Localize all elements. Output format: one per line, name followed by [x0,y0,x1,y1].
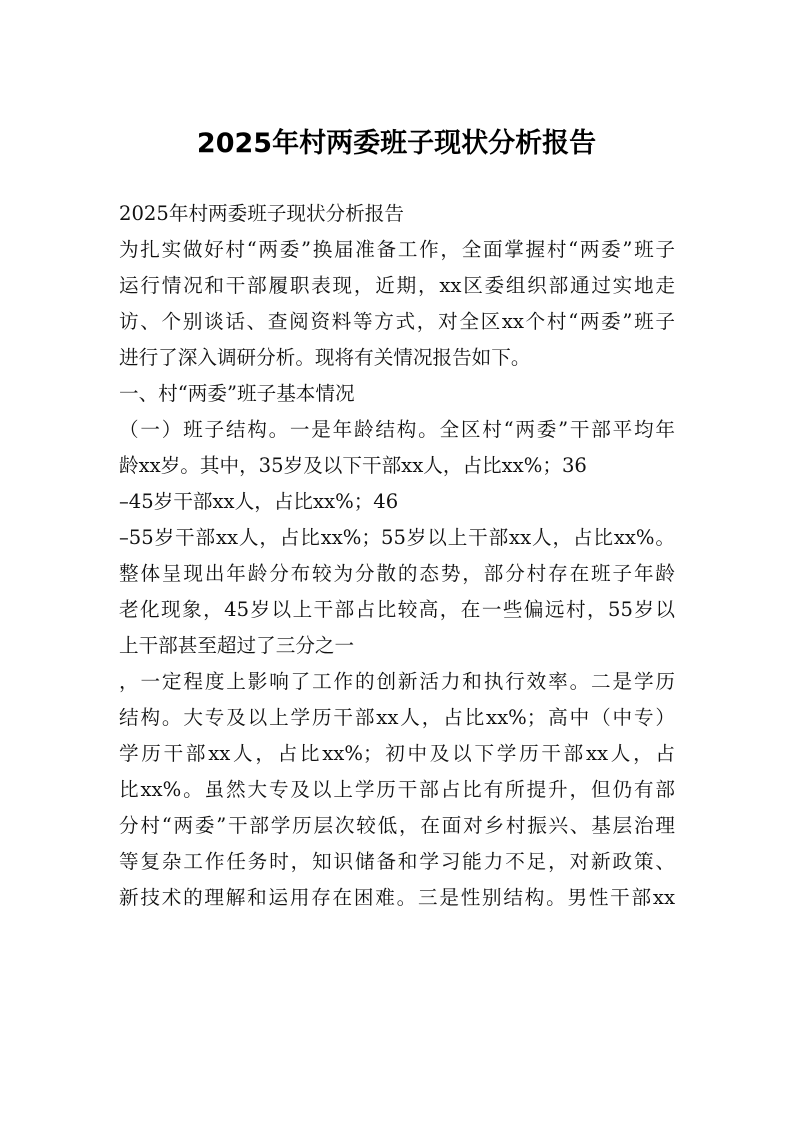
body-line: 上干部甚至超过了三分之一 [119,634,355,657]
body-line: –55岁干部xx人，占比xx%；55岁以上干部xx人，占比xx%。 [119,526,675,549]
body-line: 进行了深入调研分析。现将有关情况报告如下。 [119,346,531,369]
document-body [119,196,675,916]
body-line: 等复杂工作任务时，知识储备和学习能力不足，对新政策、 [119,850,675,873]
body-line: 访、个别谈话、查阅资料等方式，对全区xx个村“两委”班子 [119,310,675,333]
body-line: 结构。大专及以上学历干部xx人，占比xx%；高中（中专） [119,706,675,729]
document-title: 2025年村两委班子现状分析报告 [196,128,597,159]
body-line: 学历干部xx人，占比xx%；初中及以下学历干部xx人，占 [119,742,675,765]
body-line: ，一定程度上影响了工作的创新活力和执行效率。二是学历 [119,670,675,693]
body-line: 为扎实做好村“两委”换届准备工作，全面掌握村“两委”班子 [119,238,675,261]
body-line: –45岁干部xx人，占比xx%；46 [119,490,399,513]
body-line: 比xx%。虽然大专及以上学历干部占比有所提升，但仍有部 [119,778,675,801]
body-line: 新技术的理解和运用存在困难。三是性别结构。男性干部xx [119,886,675,909]
body-line: 整体呈现出年龄分布较为分散的态势，部分村存在班子年龄 [119,562,675,585]
body-line: 龄xx岁。其中，35岁及以下干部xx人，占比xx%；36 [119,454,587,477]
body-line: 分村“两委”干部学历层次较低，在面对乡村振兴、基层治理 [119,814,675,837]
body-line: 一、村“两委”班子基本情况 [119,382,355,405]
body-line: 老化现象，45岁以上干部占比较高，在一些偏远村，55岁以 [119,598,675,621]
body-line: 运行情况和干部履职表现，近期，xx区委组织部通过实地走 [119,274,675,297]
body-line: （一）班子结构。一是年龄结构。全区村“两委”干部平均年 [119,418,675,441]
body-line: 2025年村两委班子现状分析报告 [119,202,404,225]
